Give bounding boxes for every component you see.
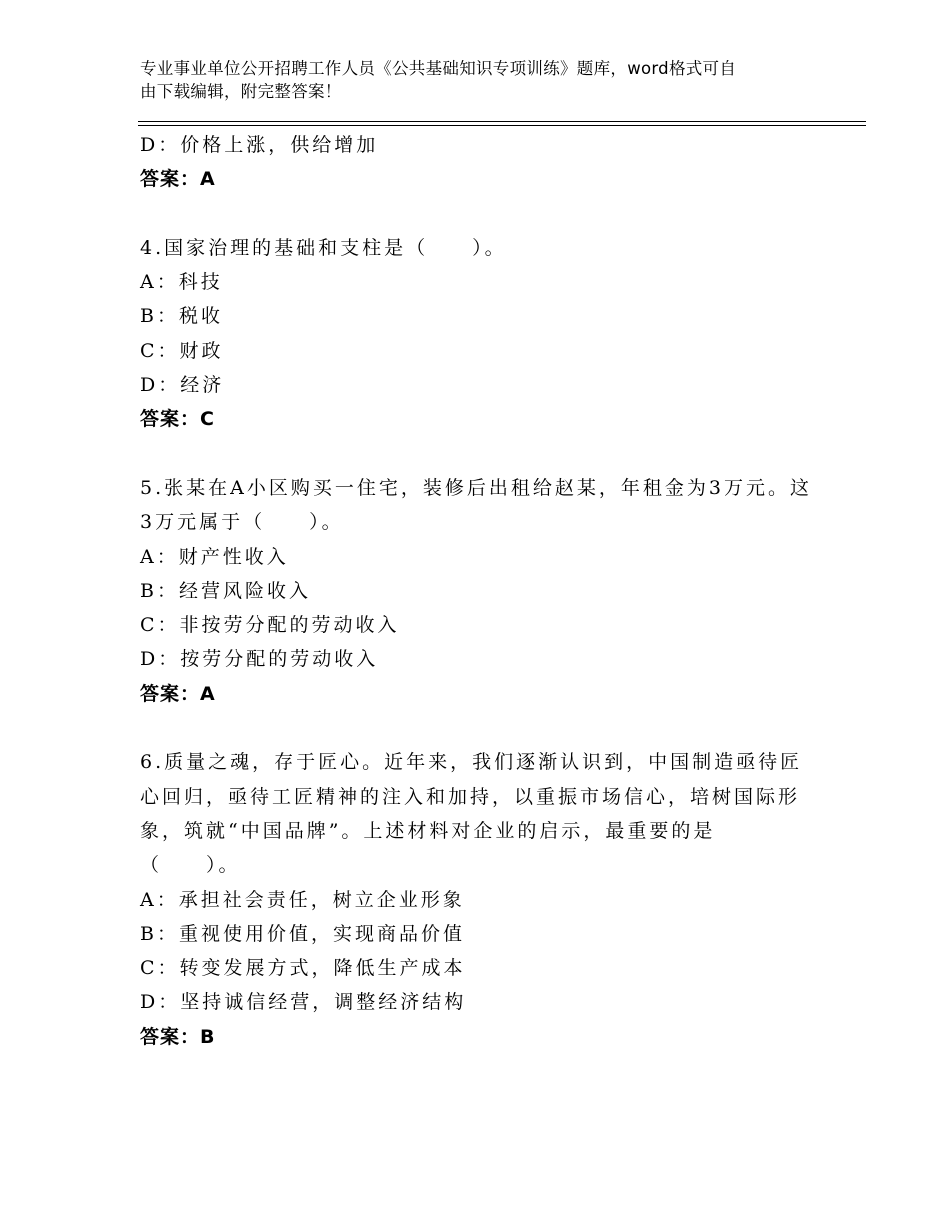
q4-answer: 答案：C bbox=[140, 408, 215, 431]
q3-answer: 答案：A bbox=[140, 168, 216, 191]
spacer bbox=[140, 711, 830, 745]
q5-option-b: B：经营风险收入 bbox=[140, 579, 311, 602]
q4-option-b: B：税收 bbox=[140, 305, 223, 328]
q4-option-c: C：财政 bbox=[140, 339, 224, 362]
q4-option-a: A：科技 bbox=[140, 271, 223, 294]
spacer bbox=[140, 197, 830, 231]
q5-stem-line-2: 3万元属于（ ）。 bbox=[140, 511, 344, 534]
question-6 bbox=[140, 745, 830, 1054]
header-title-line-2: 由下载编辑，附完整答案！ bbox=[140, 82, 342, 101]
question-list bbox=[140, 128, 830, 1054]
q6-stem-line-2: 心回归，亟待工匠精神的注入和加持，以重振市场信心，培树国际形 bbox=[140, 785, 801, 808]
header-title-line-1: 专业事业单位公开招聘工作人员《公共基础知识专项训练》题库，word格式可自 bbox=[140, 59, 737, 78]
page-header bbox=[140, 57, 820, 103]
q6-option-a: A：承担社会责任，树立企业形象 bbox=[140, 888, 465, 911]
q3-option-d: D：价格上涨，供给增加 bbox=[140, 134, 379, 156]
header-divider-top bbox=[138, 121, 866, 122]
q5-option-d: D：按劳分配的劳动收入 bbox=[140, 648, 379, 671]
q6-stem-line-4: （ ）。 bbox=[140, 854, 241, 877]
question-5 bbox=[140, 471, 830, 711]
q5-option-a: A：财产性收入 bbox=[140, 545, 289, 568]
q5-stem-line-1: 5.张某在A小区购买一住宅，装修后出租给赵某，年租金为3万元。这 bbox=[140, 476, 812, 499]
q5-answer: 答案：A bbox=[140, 682, 216, 705]
q6-option-b: B：重视使用价值，实现商品价值 bbox=[140, 922, 465, 945]
question-3-tail bbox=[140, 128, 830, 197]
q6-answer: 答案：B bbox=[140, 1025, 216, 1048]
q4-option-d: D：经济 bbox=[140, 374, 225, 397]
q6-option-d: D：坚持诚信经营，调整经济结构 bbox=[140, 991, 467, 1014]
spacer bbox=[140, 437, 830, 471]
q6-stem-line-3: 象，筑就“中国品牌”。上述材料对企业的启示，最重要的是 bbox=[140, 819, 716, 842]
question-4 bbox=[140, 231, 830, 437]
q6-stem-line-1: 6.质量之魂，存于匠心。近年来，我们逐渐认识到，中国制造亟待匠 bbox=[140, 751, 803, 774]
q5-option-c: C：非按劳分配的劳动收入 bbox=[140, 614, 400, 637]
q4-stem: 4.国家治理的基础和支柱是（ ）。 bbox=[140, 236, 507, 259]
header-divider-bottom bbox=[138, 125, 866, 126]
q6-option-c: C：转变发展方式，降低生产成本 bbox=[140, 957, 466, 980]
